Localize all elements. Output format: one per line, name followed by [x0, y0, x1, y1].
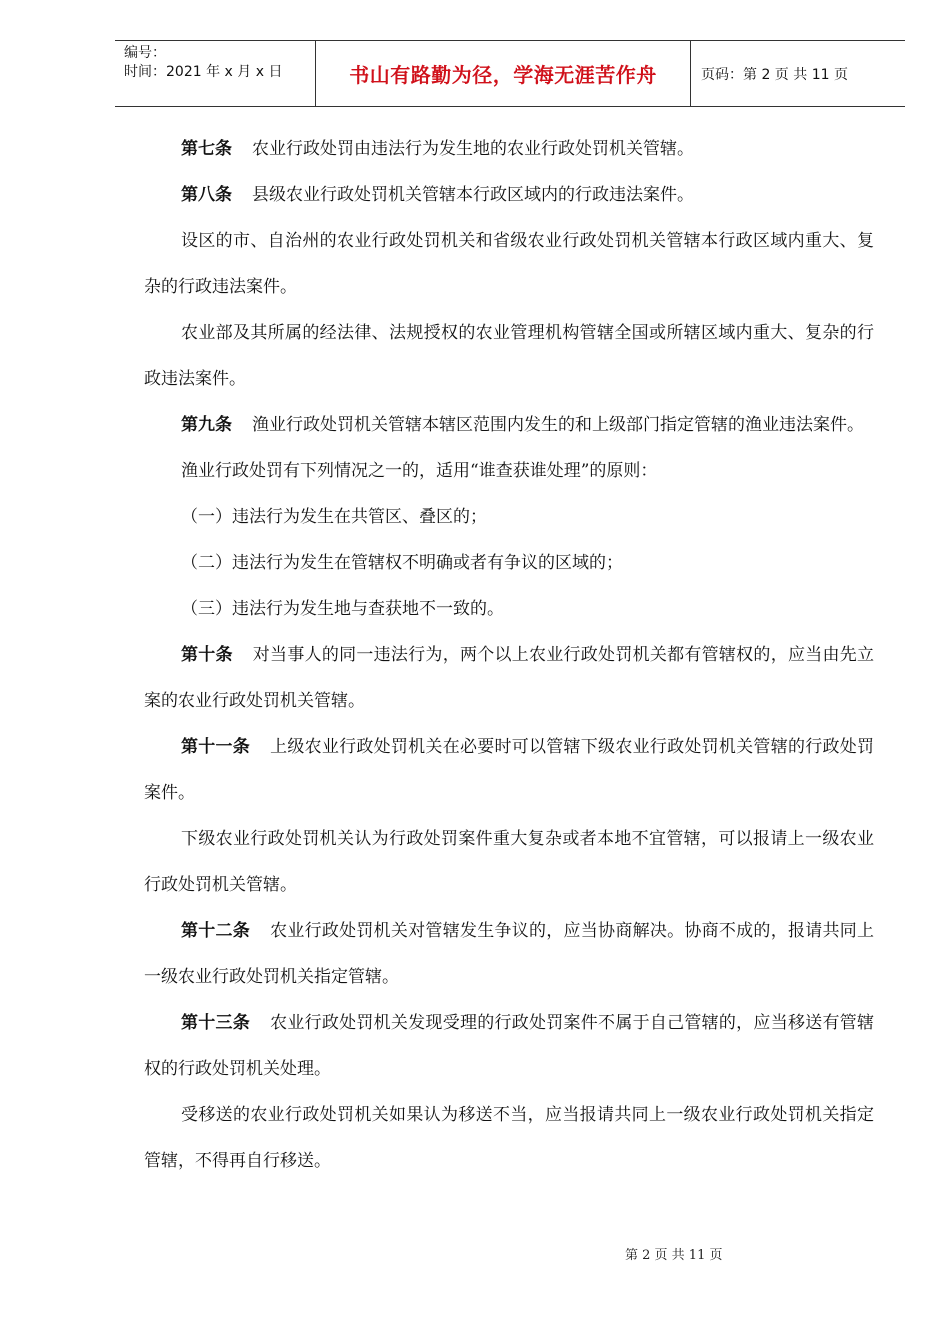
paragraph: [144, 816, 874, 908]
article-label: 第十一条: [181, 737, 251, 757]
header-meta: [115, 41, 315, 106]
paragraph-text: （二）违法行为发生在管辖权不明确或者有争议的区域的；: [181, 553, 623, 573]
paragraph: [144, 908, 874, 1000]
paragraph: [144, 402, 874, 448]
paragraph: [144, 448, 874, 494]
page-footer: 第 2 页 共 11 页: [625, 1248, 723, 1263]
paragraph-text: 对当事人的同一违法行为，两个以上农业行政处罚机关都有管辖权的，应当由先立案的农业行政处罚机关管辖。: [144, 645, 875, 711]
article-label: 第九条: [181, 415, 232, 435]
paragraph-text: 下级农业行政处罚机关认为行政处罚案件重大复杂或者本地不宜管辖，可以报请上一级农业行政处罚机关管辖。: [144, 829, 874, 895]
paragraph-text: （三）违法行为发生地与查获地不一致的。: [181, 599, 504, 619]
document-body: [144, 126, 874, 1184]
paragraph-text: 渔业行政处罚有下列情况之一的，适用“谁查获谁处理”的原则：: [181, 461, 658, 481]
paragraph-text: 受移送的农业行政处罚机关如果认为移送不当，应当报请共同上一级农业行政处罚机关指定管辖，不得再自行移送。: [144, 1105, 874, 1171]
page-header: [115, 40, 905, 107]
paragraph: [144, 1000, 874, 1092]
paragraph-text: 农业部及其所属的经法律、法规授权的农业管理机构管辖全国或所辖区域内重大、复杂的行政违法案件。: [144, 323, 874, 389]
document-time: 时间：2021 年 x 月 x 日: [124, 64, 283, 80]
paragraph: [144, 494, 874, 540]
paragraph: [144, 126, 874, 172]
paragraph: [144, 310, 874, 402]
paragraph-text: 农业行政处罚由违法行为发生地的农业行政处罚机关管辖。: [252, 139, 694, 159]
article-label: 第八条: [181, 185, 232, 205]
header-motto: 书山有路勤为径，学海无涯苦作舟: [315, 41, 691, 106]
paragraph: [144, 1092, 874, 1184]
paragraph-text: 农业行政处罚机关对管辖发生争议的，应当协商解决。协商不成的，报请共同上一级农业行政处罚机关指定管辖。: [144, 921, 875, 987]
paragraph-text: 上级农业行政处罚机关在必要时可以管辖下级农业行政处罚机关管辖的行政处罚案件。: [144, 737, 875, 803]
article-label: 第十二条: [181, 921, 251, 941]
paragraph: [144, 632, 874, 724]
paragraph: [144, 586, 874, 632]
document-number: 编号：: [124, 45, 166, 61]
paragraph-text: （一）违法行为发生在共管区、叠区的；: [181, 507, 487, 527]
paragraph: [144, 218, 874, 310]
paragraph: [144, 724, 874, 816]
paragraph-text: 农业行政处罚机关发现受理的行政处罚案件不属于自己管辖的，应当移送有管辖权的行政处罚机关处理。: [144, 1013, 875, 1079]
article-label: 第七条: [181, 139, 232, 159]
paragraph-text: 渔业行政处罚机关管辖本辖区范围内发生的和上级部门指定管辖的渔业违法案件。: [252, 415, 864, 435]
paragraph: [144, 172, 874, 218]
paragraph: [144, 540, 874, 586]
paragraph-text: 设区的市、自治州的农业行政处罚机关和省级农业行政处罚机关管辖本行政区域内重大、复杂的行政违法案件。: [144, 231, 874, 297]
article-label: 第十三条: [181, 1013, 251, 1033]
header-page-number: 页码：第 2 页 共 11 页: [701, 66, 848, 83]
article-label: 第十条: [181, 645, 233, 665]
paragraph-text: 县级农业行政处罚机关管辖本行政区域内的行政违法案件。: [252, 185, 694, 205]
